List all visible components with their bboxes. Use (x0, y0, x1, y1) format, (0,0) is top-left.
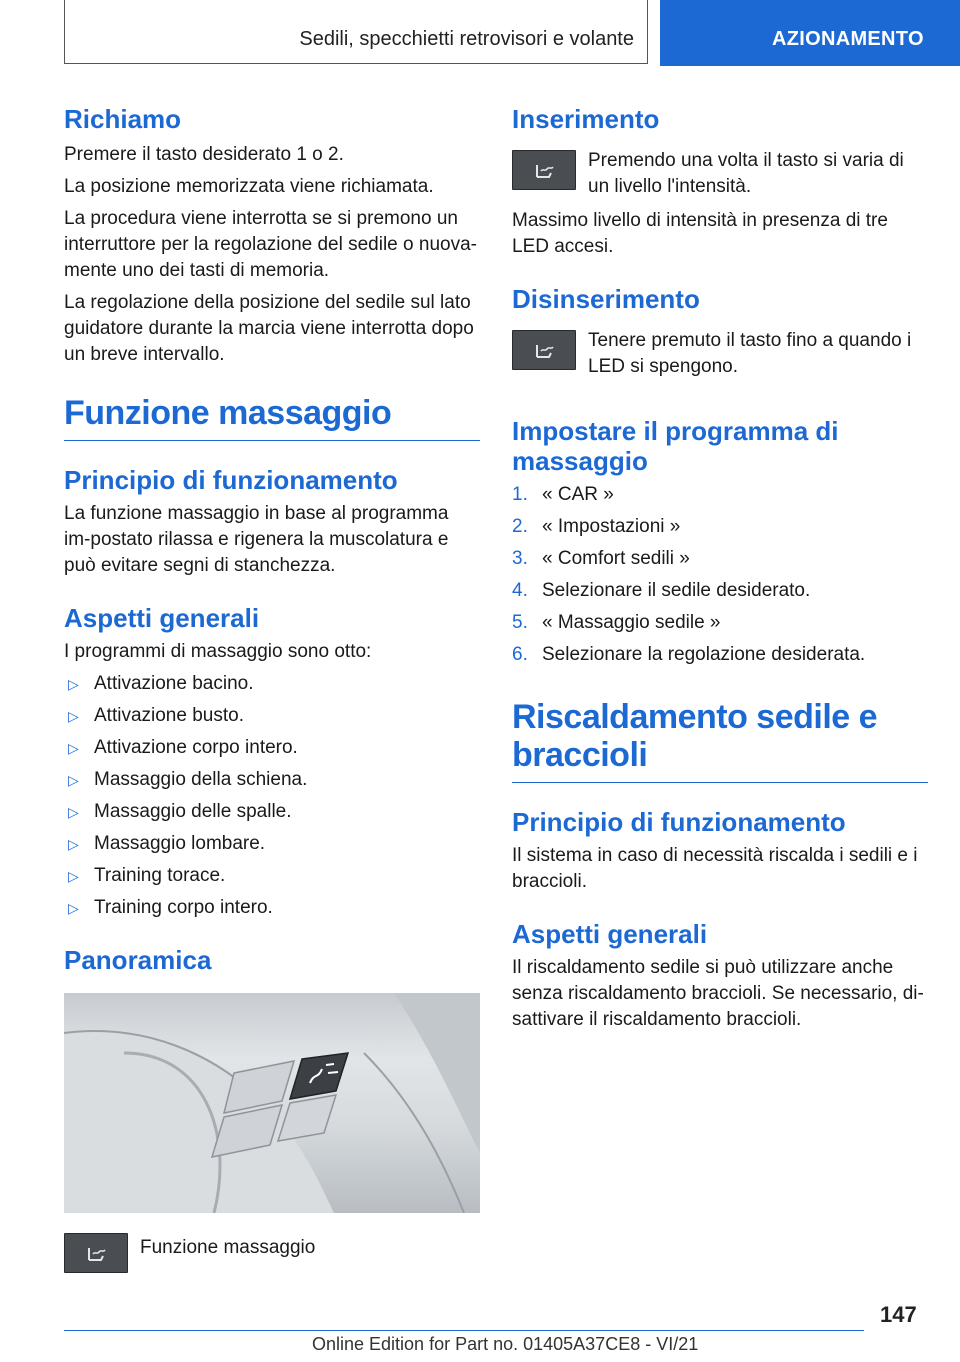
heading-panoramica: Panoramica (64, 945, 212, 975)
seat-control-photo (64, 993, 480, 1213)
list-item: ▷ Massaggio delle spalle. (64, 799, 480, 825)
triangle-bullet-icon: ▷ (68, 772, 79, 788)
triangle-bullet-icon: ▷ (68, 804, 79, 820)
heading-riscaldamento: Riscaldamento sedile e braccioli (512, 698, 928, 783)
inserimento-button-row (512, 148, 928, 202)
triangle-bullet-icon: ▷ (68, 836, 79, 852)
list-item: 5. « Massaggio sedile » (512, 612, 721, 633)
disinserimento-button-row (512, 328, 928, 382)
paragraph: Massimo livello di intensità in presenza di tre LED accesi. (512, 210, 888, 257)
list-item: ▷ Training torace. (64, 863, 480, 889)
left-column (64, 100, 480, 1285)
steps-list (512, 482, 928, 668)
triangle-bullet-icon: ▷ (68, 708, 79, 724)
list-item: 4. Selezionare il sedile desiderato. (512, 580, 811, 601)
button-description: Tenere premuto il tasto fino a quando i LED si spengono. (588, 330, 912, 377)
list-item: 3. « Comfort sedili » (512, 548, 690, 569)
paragraph: La procedura viene interrotta se si premono un interruttore per la regolazione del sedile o nuova‐mente uno dei tasti di memoria. (64, 208, 477, 281)
list-item: ▷ Attivazione bacino. (64, 671, 480, 697)
heading-disinserimento: Disinserimento (512, 284, 700, 314)
heading-principio: Principio di funzionamento (512, 807, 846, 837)
program-list (64, 671, 480, 921)
button-description: Premendo una volta il tasto si varia di un livello l'intensità. (588, 150, 904, 197)
list-item: 2. « Impostazioni » (512, 516, 681, 537)
list-item: ▷ Training corpo intero. (64, 895, 480, 921)
section-title: Sedili, specchietti retrovisori e volante (299, 28, 634, 50)
triangle-bullet-icon: ▷ (68, 740, 79, 756)
list-item: ▷ Attivazione busto. (64, 703, 480, 729)
heading-aspetti-generali: Aspetti generali (512, 919, 708, 949)
heading-inserimento: Inserimento (512, 104, 660, 134)
right-column (512, 100, 928, 1033)
heading-richiamo: Richiamo (64, 104, 182, 134)
heading-aspetti-generali: Aspetti generali (64, 603, 260, 633)
massage-seat-icon (512, 150, 576, 190)
paragraph: Premere il tasto desiderato 1 o 2. (64, 144, 344, 165)
list-item: 6. Selezionare la regolazione desiderata. (512, 644, 866, 665)
massage-button-legend (64, 1231, 480, 1285)
edition-note: Online Edition for Part no. 01405A37CE8 - VI/21 (312, 1334, 699, 1354)
footer-divider (64, 1330, 864, 1331)
heading-principio: Principio di funzionamento (64, 465, 398, 495)
seat-control-illustration (64, 993, 480, 1213)
heading-funzione-massaggio: Funzione massaggio (64, 394, 480, 441)
triangle-bullet-icon: ▷ (68, 900, 79, 916)
list-item: 1. « CAR » (512, 484, 614, 505)
list-item: ▷ Massaggio della schiena. (64, 767, 480, 793)
button-caption: Funzione massaggio (140, 1237, 316, 1258)
paragraph: Il riscaldamento sedile si può utilizzare anche senza riscaldamento braccioli. Se necessario, di‐sattivare il riscaldamento braccioli. (512, 957, 924, 1030)
massage-seat-icon (512, 330, 576, 370)
chapter-tab-label: AZIONAMENTO (772, 28, 924, 50)
paragraph: La posizione memorizzata viene richiamata. (64, 176, 434, 197)
list-item: ▷ Massaggio lombare. (64, 831, 480, 857)
chapter-tab[interactable] (660, 0, 960, 66)
heading-impostare-programma: Impostare il programma di massaggio (512, 416, 839, 476)
list-item: ▷ Attivazione corpo intero. (64, 735, 480, 761)
page-header (0, 0, 960, 66)
paragraph: I programmi di massaggio sono otto: (64, 641, 372, 662)
paragraph: La funzione massaggio in base al programma im‐postato rilassa e rigenera la muscolatura e può evitare segni di stanchezza. (64, 503, 449, 576)
paragraph: La regolazione della posizione del sedile sul lato guidatore durante la marcia viene interrotta dopo un breve intervallo. (64, 292, 474, 365)
massage-seat-icon (64, 1233, 128, 1273)
triangle-bullet-icon: ▷ (68, 868, 79, 884)
paragraph: Il sistema in caso di necessità riscalda i sedili e i braccioli. (512, 845, 918, 892)
page-number: 147 (880, 1302, 917, 1327)
triangle-bullet-icon: ▷ (68, 676, 79, 692)
